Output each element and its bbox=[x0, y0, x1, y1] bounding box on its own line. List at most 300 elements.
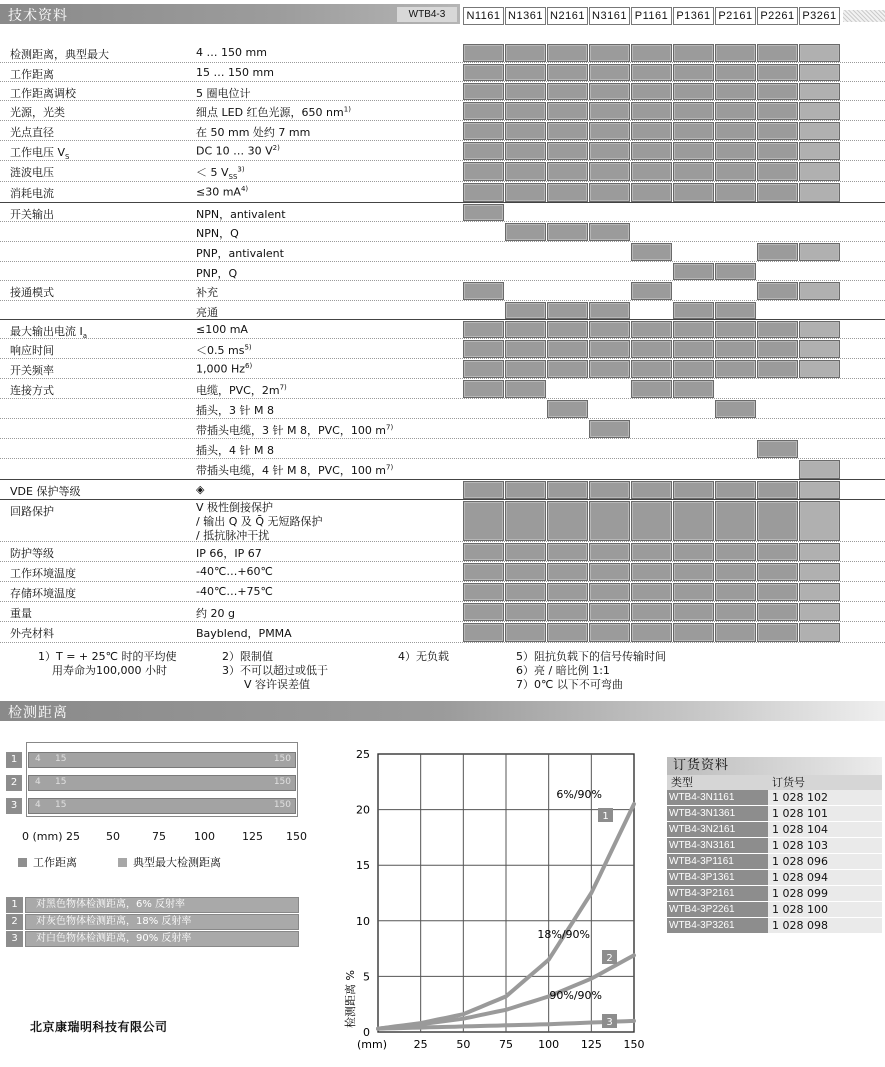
spec-cell-available bbox=[715, 102, 756, 120]
spec-row bbox=[0, 281, 885, 301]
range-section-title: 检测距离 bbox=[8, 705, 68, 721]
spec-cell-empty bbox=[757, 302, 798, 319]
spec-cell-available bbox=[673, 543, 714, 561]
spec-cell-available bbox=[547, 603, 588, 621]
spec-value-text: 1,000 Hz bbox=[196, 362, 246, 376]
spec-cell-available bbox=[463, 380, 504, 398]
chart-svg bbox=[340, 746, 650, 1064]
spec-cell-available bbox=[505, 83, 546, 100]
spec-cell-available bbox=[589, 543, 630, 561]
range-work: 15 bbox=[55, 754, 67, 764]
spec-label bbox=[10, 206, 54, 222]
spec-value-text: DC 10 … 30 V bbox=[196, 144, 273, 158]
spec-cell-available bbox=[673, 64, 714, 81]
spec-label-text: VDE 保护等级 bbox=[10, 485, 81, 498]
spec-row bbox=[0, 262, 885, 281]
spec-cell-available bbox=[715, 481, 756, 499]
spec-value-text: ≤100 mA bbox=[196, 323, 248, 336]
spec-label-text: 光点直径 bbox=[10, 126, 54, 139]
spec-cell-empty bbox=[757, 400, 798, 418]
range-max: 150 bbox=[273, 800, 291, 810]
legend-swatch bbox=[118, 858, 127, 867]
spec-value-text: IP 66，IP 67 bbox=[196, 547, 262, 560]
spec-cell-available bbox=[505, 102, 546, 120]
spec-cell-available bbox=[547, 83, 588, 100]
spec-row bbox=[0, 399, 885, 419]
spec-cell-available bbox=[547, 162, 588, 181]
spec-cell-empty bbox=[799, 400, 840, 418]
spec-cell-empty bbox=[631, 223, 672, 241]
spec-cell-available bbox=[757, 122, 798, 140]
spec-cell-available bbox=[505, 603, 546, 621]
spec-cell-empty bbox=[631, 400, 672, 418]
order-number: 1 028 100 bbox=[768, 902, 882, 917]
spec-cell-available bbox=[799, 64, 840, 81]
chart-series-label: 6%/90% bbox=[556, 788, 602, 801]
spec-cell-empty bbox=[589, 263, 630, 280]
spec-cell-empty bbox=[799, 380, 840, 398]
spec-row bbox=[0, 359, 885, 379]
spec-cell-available bbox=[589, 302, 630, 319]
spec-cell-available bbox=[757, 623, 798, 642]
spec-cell-empty bbox=[715, 204, 756, 221]
spec-cell-available bbox=[505, 302, 546, 319]
spec-cell-available bbox=[799, 563, 840, 581]
spec-cell-available bbox=[673, 263, 714, 280]
spec-cell-available bbox=[505, 223, 546, 241]
spec-label bbox=[10, 483, 80, 499]
spec-cell-available bbox=[631, 162, 672, 181]
spec-cell-available bbox=[547, 142, 588, 160]
spec-cell-available bbox=[631, 102, 672, 120]
spec-footnote-ref: 6) bbox=[245, 362, 253, 370]
spec-cell-available bbox=[547, 360, 588, 378]
spec-header bbox=[0, 4, 885, 24]
spec-row bbox=[0, 500, 885, 542]
order-model: WTB4-3P2161 bbox=[667, 886, 768, 901]
spec-cell-available bbox=[673, 162, 714, 181]
range-bars bbox=[6, 742, 301, 822]
spec-value-text: ◈ bbox=[196, 483, 205, 496]
spec-cell-available bbox=[589, 623, 630, 642]
spec-value-text: PNP，antivalent bbox=[196, 247, 284, 260]
spec-cell-available bbox=[463, 102, 504, 120]
spec-label-text: 光源，光类 bbox=[10, 106, 65, 119]
spec-label bbox=[10, 144, 69, 161]
spec-cell-available bbox=[547, 64, 588, 81]
spec-cell-available bbox=[547, 563, 588, 581]
order-row bbox=[667, 838, 882, 854]
spec-cell-available bbox=[631, 282, 672, 300]
spec-cell-available bbox=[505, 142, 546, 160]
footnote-1b: 用寿命为100,000 小时 bbox=[52, 664, 167, 677]
spec-cell-available bbox=[673, 83, 714, 100]
spec-cell-empty bbox=[547, 440, 588, 458]
spec-cell-empty bbox=[631, 440, 672, 458]
spec-cell-available bbox=[631, 183, 672, 202]
spec-cell-empty bbox=[673, 204, 714, 221]
spec-cell-available bbox=[463, 162, 504, 181]
spec-value-text: 补充 bbox=[196, 286, 218, 299]
spec-label bbox=[10, 85, 76, 101]
range-num: 2 bbox=[6, 775, 22, 791]
spec-cell-empty bbox=[589, 440, 630, 458]
spec-cell-available bbox=[631, 340, 672, 358]
spec-label bbox=[10, 545, 54, 561]
spec-cell-available bbox=[589, 501, 630, 541]
spec-cell-available bbox=[673, 142, 714, 160]
spec-footnote-ref: 2) bbox=[272, 144, 280, 152]
spec-label-text: 工作电压 V bbox=[10, 146, 66, 159]
spec-row bbox=[0, 82, 885, 101]
spec-cell-available bbox=[463, 83, 504, 100]
spec-cell-empty bbox=[463, 460, 504, 479]
spec-row bbox=[0, 602, 885, 622]
spec-cell-available bbox=[715, 122, 756, 140]
spec-cell-available bbox=[715, 563, 756, 581]
spec-cell-empty bbox=[463, 243, 504, 261]
range-min: 4 bbox=[35, 754, 41, 764]
spec-cell-available bbox=[505, 563, 546, 581]
range-section-header bbox=[0, 701, 885, 721]
reflectance-item bbox=[6, 931, 296, 948]
spec-cell-available bbox=[589, 83, 630, 100]
spec-value bbox=[196, 362, 252, 376]
spec-cell-available bbox=[589, 162, 630, 181]
chart-series-num: 2 bbox=[606, 953, 613, 964]
spec-cell-available bbox=[547, 302, 588, 319]
spec-cell-available bbox=[463, 563, 504, 581]
header-pattern bbox=[843, 10, 885, 22]
order-model: WTB4-3P2261 bbox=[667, 902, 768, 917]
spec-row bbox=[0, 43, 885, 63]
spec-value-text: -40℃…+60℃ bbox=[196, 565, 273, 578]
spec-value-text: PNP，Q bbox=[196, 267, 238, 280]
order-row bbox=[667, 790, 882, 806]
spec-cell-available bbox=[463, 501, 504, 541]
spec-cell-available bbox=[631, 481, 672, 499]
spec-cell-available bbox=[631, 603, 672, 621]
spec-row bbox=[0, 419, 885, 439]
spec-value-text: 约 20 g bbox=[196, 607, 235, 620]
spec-cell-empty bbox=[673, 420, 714, 438]
spec-value-line: V 极性倒接保护 bbox=[196, 501, 274, 514]
spec-value-text: Bayblend，PMMA bbox=[196, 627, 292, 640]
spec-label bbox=[10, 124, 54, 140]
spec-cell-available bbox=[673, 603, 714, 621]
spec-row bbox=[0, 339, 885, 359]
spec-cell-empty bbox=[757, 223, 798, 241]
spec-cell-available bbox=[757, 603, 798, 621]
range-tick: 100 bbox=[194, 830, 215, 843]
spec-label-text: 工作环境温度 bbox=[10, 567, 76, 580]
spec-cell-available bbox=[673, 340, 714, 358]
chart-series-num: 1 bbox=[602, 811, 609, 822]
spec-cell-available bbox=[589, 583, 630, 601]
spec-cell-available bbox=[715, 340, 756, 358]
spec-cell-available bbox=[757, 142, 798, 160]
spec-cell-available bbox=[463, 321, 504, 338]
spec-value bbox=[196, 585, 273, 598]
spec-row bbox=[0, 320, 885, 339]
spec-footnote-ref: 4) bbox=[240, 185, 249, 193]
spec-cell-available bbox=[631, 64, 672, 81]
chart-xtick-label: 100 bbox=[538, 1038, 560, 1051]
item-text: 对灰色物体检测距离，18% 反射率 bbox=[25, 914, 299, 930]
spec-cell-available bbox=[463, 360, 504, 378]
spec-cell-available bbox=[757, 340, 798, 358]
column-header: P1161 bbox=[631, 7, 672, 25]
spec-value bbox=[196, 422, 393, 438]
spec-cell-available bbox=[799, 122, 840, 140]
spec-cell-available bbox=[757, 102, 798, 120]
spec-cell-available bbox=[715, 400, 756, 418]
spec-cell-available bbox=[589, 44, 630, 62]
spec-label-text: 回路保护 bbox=[10, 505, 54, 518]
item-num: 1 bbox=[6, 897, 23, 913]
range-num: 3 bbox=[6, 798, 22, 814]
item-num: 2 bbox=[6, 914, 23, 930]
spec-cell-empty bbox=[505, 282, 546, 300]
spec-value bbox=[196, 46, 267, 59]
spec-value bbox=[196, 66, 274, 79]
spec-label-text: 外壳材料 bbox=[10, 627, 54, 640]
spec-cell-empty bbox=[547, 282, 588, 300]
order-row bbox=[667, 886, 882, 902]
spec-cell-empty bbox=[799, 223, 840, 241]
legend-label: 典型最大检测距离 bbox=[133, 856, 221, 869]
spec-label-text: 涟波电压 bbox=[10, 166, 54, 179]
spec-cell-available bbox=[463, 122, 504, 140]
spec-cell-available bbox=[757, 583, 798, 601]
spec-value-text: 电缆，PVC，2m bbox=[196, 384, 280, 397]
spec-cell-available bbox=[505, 583, 546, 601]
spec-cell-empty bbox=[799, 204, 840, 221]
spec-cell-available bbox=[463, 44, 504, 62]
footnote-2: 2）限制值 bbox=[222, 650, 273, 663]
order-model: WTB4-3P1361 bbox=[667, 870, 768, 885]
range-min: 4 bbox=[35, 800, 41, 810]
spec-cell-empty bbox=[715, 243, 756, 261]
spec-cell-available bbox=[631, 142, 672, 160]
spec-value bbox=[196, 462, 393, 478]
spec-cell-available bbox=[505, 162, 546, 181]
spec-cell-empty bbox=[463, 263, 504, 280]
spec-label bbox=[10, 323, 87, 340]
spec-cell-available bbox=[589, 603, 630, 621]
spec-value bbox=[196, 545, 262, 561]
spec-row bbox=[0, 141, 885, 161]
spec-cell-available bbox=[463, 183, 504, 202]
spec-cell-available bbox=[715, 321, 756, 338]
spec-value bbox=[196, 124, 310, 140]
spec-row bbox=[0, 582, 885, 602]
spec-cell-empty bbox=[547, 460, 588, 479]
spec-cell-available bbox=[589, 102, 630, 120]
spec-value bbox=[196, 625, 292, 641]
range-bar bbox=[28, 775, 296, 791]
spec-value bbox=[196, 342, 252, 358]
spec-cell-available bbox=[673, 583, 714, 601]
footnote-4: 4）无负载 bbox=[398, 650, 449, 663]
spec-value bbox=[196, 323, 248, 336]
spec-cell-available bbox=[505, 481, 546, 499]
spec-value bbox=[196, 206, 286, 222]
order-model: WTB4-3N2161 bbox=[667, 822, 768, 837]
column-header: P2261 bbox=[757, 7, 798, 25]
spec-cell-available bbox=[463, 543, 504, 561]
spec-cell-available bbox=[799, 243, 840, 261]
chart-series-label: 90%/90% bbox=[549, 989, 602, 1002]
chart-ylabel: 检测距离 % bbox=[344, 970, 357, 1028]
range-tick: 75 bbox=[152, 830, 166, 843]
spec-value bbox=[196, 225, 239, 241]
spec-cell-available bbox=[715, 142, 756, 160]
spec-cell-empty bbox=[505, 243, 546, 261]
spec-cell-empty bbox=[505, 420, 546, 438]
spec-cell-available bbox=[505, 122, 546, 140]
spec-cell-available bbox=[757, 183, 798, 202]
spec-row bbox=[0, 301, 885, 320]
spec-cell-empty bbox=[463, 302, 504, 319]
range-max: 150 bbox=[273, 777, 291, 787]
spec-cell-empty bbox=[505, 263, 546, 280]
spec-label bbox=[10, 565, 76, 581]
spec-value bbox=[196, 144, 280, 158]
spec-label-text: 开关输出 bbox=[10, 208, 54, 221]
chart-ytick-label: 5 bbox=[363, 970, 370, 984]
spec-cell-available bbox=[547, 321, 588, 338]
spec-value-text: ≤30 mA bbox=[196, 185, 241, 199]
spec-value bbox=[196, 605, 235, 621]
column-header: N1361 bbox=[505, 7, 546, 25]
order-number: 1 028 104 bbox=[768, 822, 882, 837]
spec-label-text: 连接方式 bbox=[10, 384, 54, 397]
range-work: 15 bbox=[55, 777, 67, 787]
order-row bbox=[667, 902, 882, 918]
spec-footnote-ref: 7) bbox=[386, 423, 394, 432]
spec-cell-available bbox=[463, 340, 504, 358]
spec-value bbox=[196, 85, 251, 101]
spec-value-text: 亮通 bbox=[196, 306, 218, 319]
spec-value-text: 插头，4 针 M 8 bbox=[196, 444, 274, 457]
spec-cell-available bbox=[589, 360, 630, 378]
spec-cell-empty bbox=[589, 243, 630, 261]
spec-cell-empty bbox=[673, 460, 714, 479]
column-header: N1161 bbox=[463, 7, 504, 25]
spec-cell-available bbox=[757, 44, 798, 62]
spec-cell-available bbox=[715, 543, 756, 561]
spec-cell-available bbox=[463, 204, 504, 221]
spec-cell-available bbox=[589, 420, 630, 438]
spec-value-line: / 输出 Q 及 Q̄ 无短路保护 bbox=[196, 515, 323, 528]
spec-cell-available bbox=[673, 122, 714, 140]
spec-cell-empty bbox=[589, 400, 630, 418]
spec-value-text: 带插头电缆，4 针 M 8，PVC，100 m bbox=[196, 464, 387, 477]
reflectance-item bbox=[6, 897, 296, 914]
spec-value-text: ＜0.5 ms bbox=[196, 344, 245, 357]
spec-cell-available bbox=[673, 302, 714, 319]
spec-label-text: 开关频率 bbox=[10, 364, 54, 377]
spec-row bbox=[0, 542, 885, 562]
legend-swatch bbox=[18, 858, 27, 867]
spec-cell-available bbox=[505, 340, 546, 358]
spec-cell-empty bbox=[547, 263, 588, 280]
spec-cell-empty bbox=[505, 460, 546, 479]
spec-cell-available bbox=[631, 543, 672, 561]
spec-footnote-ref: 7) bbox=[386, 463, 394, 472]
spec-value-text: NPN，antivalent bbox=[196, 208, 286, 221]
spec-row bbox=[0, 121, 885, 141]
spec-cell-available bbox=[589, 142, 630, 160]
spec-label-sub: a bbox=[82, 332, 88, 341]
spec-row bbox=[0, 63, 885, 82]
spec-cell-empty bbox=[799, 420, 840, 438]
spec-cell-available bbox=[799, 583, 840, 601]
spec-cell-empty bbox=[757, 420, 798, 438]
spec-label-text: 消耗电流 bbox=[10, 187, 54, 200]
spec-cell-available bbox=[589, 122, 630, 140]
spec-value-text: 5 圈电位计 bbox=[196, 87, 251, 100]
spec-cell-available bbox=[799, 360, 840, 378]
spec-value-text: -40℃…+75℃ bbox=[196, 585, 273, 598]
spec-label-text: 工作距离调校 bbox=[10, 87, 76, 100]
spec-cell-empty bbox=[715, 223, 756, 241]
spec-cell-empty bbox=[673, 243, 714, 261]
spec-cell-available bbox=[799, 102, 840, 120]
spec-cell-empty bbox=[799, 263, 840, 280]
reflectance-list bbox=[6, 897, 296, 948]
spec-label-text: 响应时间 bbox=[10, 344, 54, 357]
order-table bbox=[667, 757, 882, 934]
spec-row bbox=[0, 622, 885, 643]
spec-value bbox=[196, 304, 218, 320]
spec-cell-available bbox=[715, 583, 756, 601]
spec-cell-available bbox=[715, 83, 756, 100]
spec-cell-available bbox=[715, 64, 756, 81]
range-tick: 150 bbox=[286, 830, 307, 843]
spec-cell-empty bbox=[589, 460, 630, 479]
spec-cell-empty bbox=[715, 460, 756, 479]
spec-cell-available bbox=[799, 44, 840, 62]
spec-cell-available bbox=[799, 623, 840, 642]
spec-label-text: 检测距离，典型最大 bbox=[10, 48, 109, 61]
range-bar bbox=[28, 752, 296, 768]
spec-cell-available bbox=[757, 501, 798, 541]
order-number: 1 028 102 bbox=[768, 790, 882, 805]
spec-cell-available bbox=[715, 44, 756, 62]
spec-cell-available bbox=[589, 340, 630, 358]
spec-value bbox=[196, 164, 245, 181]
spec-footnote-ref: 7) bbox=[279, 383, 287, 392]
spec-row bbox=[0, 203, 885, 222]
spec-cell-empty bbox=[547, 420, 588, 438]
chart-xtick-label: 25 bbox=[413, 1038, 428, 1051]
legend-label: 工作距离 bbox=[33, 856, 77, 869]
spec-cell-available bbox=[463, 603, 504, 621]
reflectance-item bbox=[6, 914, 296, 931]
spec-cell-empty bbox=[463, 223, 504, 241]
spec-row bbox=[0, 480, 885, 500]
spec-cell-empty bbox=[715, 440, 756, 458]
spec-label bbox=[10, 164, 54, 180]
spec-cell-available bbox=[589, 481, 630, 499]
order-number: 1 028 099 bbox=[768, 886, 882, 901]
spec-cell-available bbox=[505, 543, 546, 561]
range-num: 1 bbox=[6, 752, 22, 768]
spec-cell-available bbox=[547, 44, 588, 62]
spec-cell-available bbox=[631, 243, 672, 261]
